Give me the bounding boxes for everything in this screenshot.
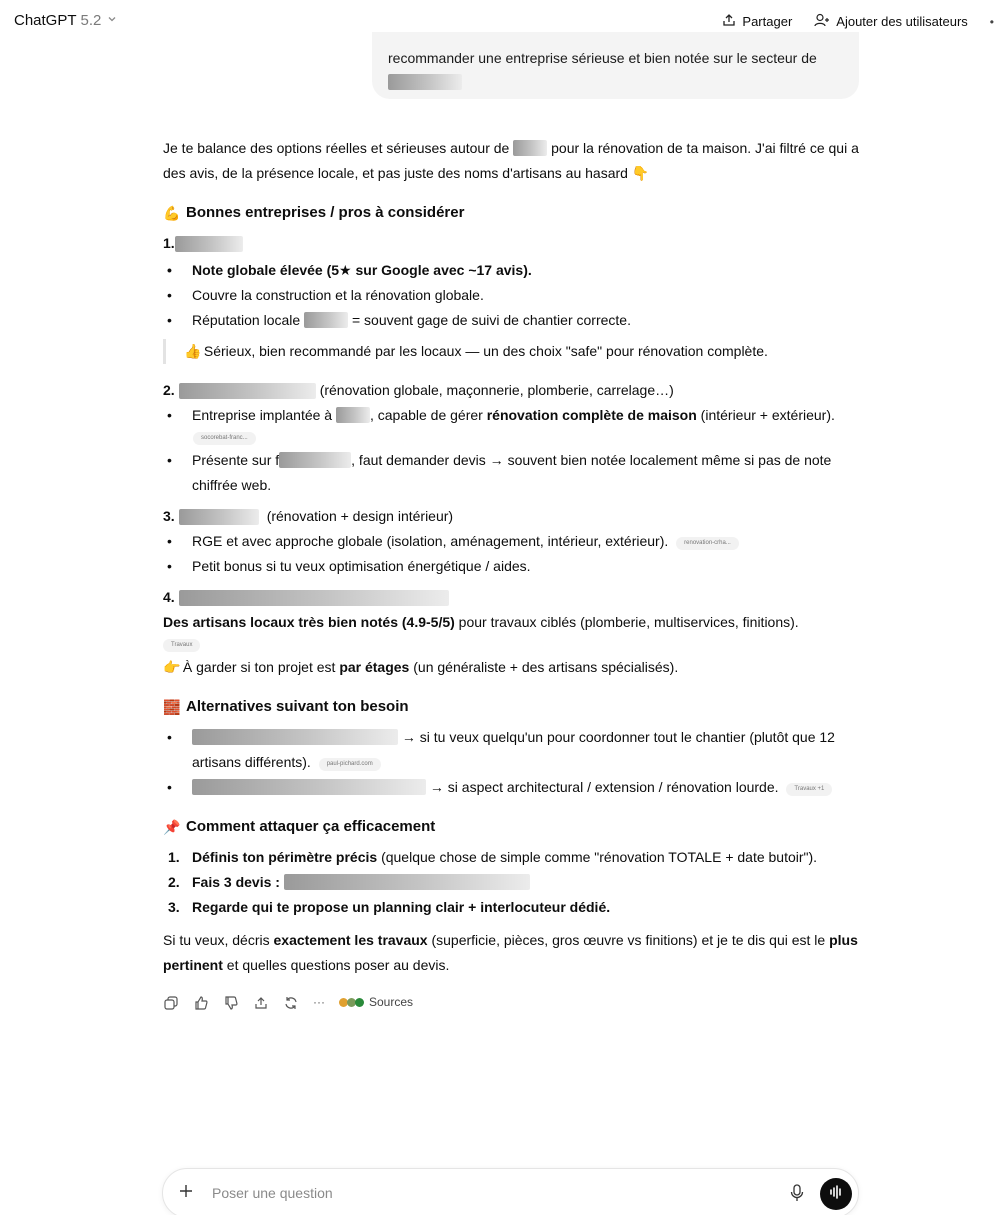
paragraph-text: À garder si ton projet est <box>182 659 336 675</box>
model-name: ChatGPT <box>14 12 77 29</box>
thumbs-up-icon[interactable] <box>193 995 209 1011</box>
quote-text: Sérieux, bien recommandé par les locaux — un des choix "safe" pour rénovation complète. <box>203 343 768 359</box>
paragraph-text: (superficie, pièces, gros œuvre vs finitions) et je te dis qui est le <box>431 932 826 948</box>
source-chip[interactable]: Travaux +1 <box>786 783 832 796</box>
entry-number-text: 1. <box>163 235 175 251</box>
thumbs-up-icon: 👍 <box>184 343 202 359</box>
list-item-text: , capable de gérer <box>369 407 483 423</box>
share-button[interactable] <box>722 13 792 30</box>
regenerate-icon[interactable] <box>283 995 299 1011</box>
paragraph-text: Si tu veux, décris <box>163 932 270 948</box>
list-item <box>163 870 863 895</box>
list-item-text: (intérieur + extérieur). <box>700 407 835 423</box>
paragraph-bold: exactement les travaux <box>273 932 428 948</box>
list-item: • Note globale élevée (5★ sur Google avec ~17 avis). <box>163 258 863 283</box>
list-item <box>163 403 863 428</box>
flexed-biceps-icon: 💪 <box>163 204 181 221</box>
list-item <box>163 895 863 920</box>
redacted-text <box>336 407 370 423</box>
list-item-text: RGE et avec approche globale (isolation, aménagement, intérieur, extérieur). <box>192 533 669 549</box>
share-icon <box>722 13 736 30</box>
redacted-text <box>304 312 348 328</box>
plus-icon[interactable] <box>179 1181 193 1204</box>
pushpin-icon: 📌 <box>163 818 181 835</box>
list-item <box>163 308 863 333</box>
entry-number <box>163 585 863 610</box>
user-message-text: recommander une entreprise sérieuse et bien notée sur le secteur de <box>388 50 817 66</box>
step-text: (quelque chose de simple comme "rénovation TOTALE + date butoir"). <box>381 849 818 865</box>
source-favicons-icon <box>339 998 363 1007</box>
thumbs-down-icon[interactable] <box>223 995 239 1011</box>
source-chip[interactable]: Travaux <box>163 639 200 652</box>
paragraph-bold: plus pertinent <box>163 932 858 973</box>
source-chip[interactable]: paul-pichard.com <box>319 758 381 771</box>
redacted-company-name <box>179 383 316 399</box>
voice-waveform-icon <box>829 1185 843 1204</box>
sources-label: Sources <box>369 995 414 1009</box>
copy-icon[interactable] <box>163 995 179 1011</box>
add-users-label: Ajouter des utilisateurs <box>836 14 968 29</box>
paragraph-bold: par étages <box>339 659 410 675</box>
section-title: Bonnes entreprises / pros à considérer <box>186 204 465 221</box>
list-item-bold: rénovation complète de maison <box>486 407 697 423</box>
composer[interactable] <box>162 1168 859 1215</box>
intro-text-b: pour la rénovation de ta maison. J'ai filtré ce qui a des avis, de la présence locale, et pas juste des noms d'artisans au hasard <box>163 140 859 181</box>
redacted-company-name <box>192 729 398 745</box>
list-item-text: → si aspect architectural / extension / rénovation lourde. <box>429 779 779 795</box>
share-label: Partager <box>742 14 793 29</box>
entry-paragraph <box>163 610 863 635</box>
more-actions-icon[interactable]: ··· <box>313 995 325 1009</box>
redacted-company-name <box>179 509 259 525</box>
entry-number-text: 3. <box>163 508 175 524</box>
redacted-company-name <box>175 236 243 252</box>
model-version: 5.2 <box>80 12 102 29</box>
paragraph-text: (un généraliste + des artisans spécialisés). <box>413 659 679 675</box>
list-item <box>163 448 863 498</box>
section-title: Comment attaquer ça efficacement <box>186 818 436 835</box>
source-chip[interactable]: socorebat-franc... <box>193 432 256 445</box>
pointing-down-icon: 👇 <box>631 165 650 181</box>
section-title: Alternatives suivant ton besoin <box>186 698 409 715</box>
tip-paragraph <box>163 655 863 680</box>
list-item <box>163 845 863 870</box>
composer-input[interactable]: Poser une question <box>212 1185 333 1201</box>
list-item-text: Réputation locale <box>192 312 301 328</box>
list-item-text: Entreprise implantée à <box>192 407 333 423</box>
more-options-icon[interactable]: • <box>989 14 994 29</box>
paragraph-bold: Des artisans locaux très bien notés (4.9-5/5) <box>163 614 455 630</box>
entry-number <box>163 504 863 529</box>
redacted-text <box>279 452 351 468</box>
blockquote <box>163 339 863 364</box>
list-item-text: → si tu veux quelqu'un pour coordonner tout le chantier (plutôt que 12 artisans différents). <box>192 729 835 770</box>
brick-icon: 🧱 <box>163 698 181 715</box>
section-heading-companies <box>163 200 863 225</box>
intro-paragraph <box>163 136 863 186</box>
redacted-text <box>284 874 530 890</box>
paragraph-text: et quelles questions poser au devis. <box>226 957 450 973</box>
add-user-icon <box>814 13 830 30</box>
step-number: 3. <box>168 899 180 915</box>
list-item <box>163 775 863 800</box>
entry-number-text: 2. <box>163 382 175 398</box>
paragraph-text: pour travaux ciblés (plomberie, multiservices, finitions). <box>458 614 799 630</box>
entry-number <box>163 378 863 403</box>
share-icon[interactable] <box>253 995 269 1011</box>
chevron-down-icon <box>107 14 117 27</box>
entry-description: (rénovation + design intérieur) <box>266 508 454 524</box>
intro-text-a: Je te balance des options réelles et sérieuses autour de <box>163 140 510 156</box>
step-bold: Fais 3 devis : <box>192 874 280 890</box>
sources-button[interactable] <box>339 990 413 1015</box>
list-item-text: = souvent gage de suivi de chantier correcte. <box>351 312 631 328</box>
list-item <box>163 529 863 554</box>
redacted-company-name <box>179 590 449 606</box>
assistant-message <box>163 136 863 1015</box>
microphone-icon[interactable] <box>790 1184 804 1207</box>
model-selector[interactable] <box>14 12 117 29</box>
step-bold: Regarde qui te propose un planning clair + interlocuteur dédié. <box>192 899 611 915</box>
user-message-bubble <box>372 32 859 99</box>
redacted-text <box>388 74 462 90</box>
pointing-right-icon: 👉 <box>163 659 181 675</box>
closing-paragraph <box>163 928 863 978</box>
redacted-text <box>513 140 547 156</box>
list-item: • Petit bonus si tu veux optimisation énergétique / aides. <box>163 554 863 579</box>
entry-number-text: 4. <box>163 589 175 605</box>
list-item-text: Présente sur f <box>192 452 280 468</box>
list-item: • Couvre la construction et la rénovation globale. <box>163 283 863 308</box>
redacted-company-name <box>192 779 426 795</box>
add-users-button[interactable] <box>814 13 968 30</box>
entry-description: (rénovation globale, maçonnerie, plomberie, carrelage…) <box>319 382 674 398</box>
entry-number <box>163 231 863 256</box>
list-item <box>163 725 863 775</box>
source-chip[interactable]: renovation-crha... <box>676 537 739 550</box>
step-number: 1. <box>168 849 180 865</box>
message-actions <box>163 990 863 1015</box>
section-heading-alternatives <box>163 694 863 719</box>
section-heading-approach <box>163 814 863 839</box>
list-item-text: , faut demander devis → souvent bien notée localement même si pas de note chiffrée web. <box>192 452 832 493</box>
voice-mode-button[interactable] <box>820 1178 852 1210</box>
step-bold: Définis ton périmètre précis <box>192 849 378 865</box>
step-number: 2. <box>168 874 180 890</box>
